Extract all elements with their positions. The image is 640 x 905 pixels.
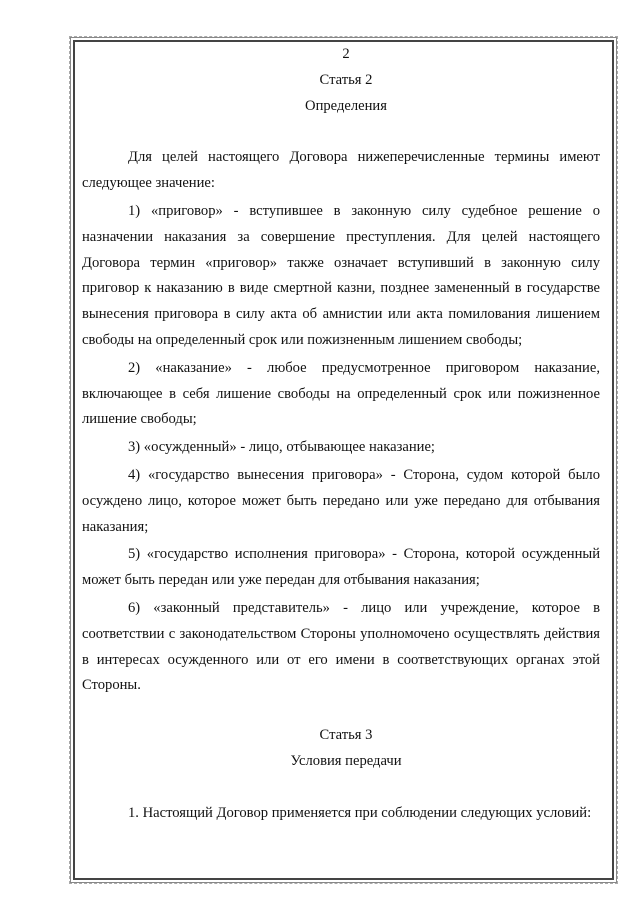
document-page — [82, 42, 600, 827]
article-3-title: Статья 3 — [319, 727, 373, 744]
page-number: 2 — [342, 46, 350, 62]
definition-item-4: 4) «государство вынесения приговора» - Сторона, судом которой было осуждено лицо, которое может быть передано или уже передано для отбывания наказания; — [82, 466, 600, 535]
article-2-intro: Для целей настоящего Договора нижеперечисленные термины имеют следующее значение: — [82, 149, 600, 192]
definition-item-6: 6) «законный представитель» - лицо или учреждение, которое в соответствии с законодательством Стороны уполномочено осуществлять действия в интересах осужденного или от его имени в соответствующих органах этой Стороны. — [82, 599, 600, 694]
article-2-subtitle: Определения — [305, 97, 387, 114]
article-3-item-1: 1. Настоящий Договор применяется при соблюдении следующих условий: — [128, 804, 592, 821]
definition-item-5: 5) «государство исполнения приговора» - Сторона, которой осужденный может быть передан или уже передан для отбывания наказания; — [82, 546, 600, 589]
definition-item-1: 1) «приговор» - вступившее в законную силу судебное решение о назначении наказания за совершение преступления. Для целей настоящего Договора термин «приговор» также означает вступивший в законную силу приговор к наказанию в виде смертной казни, позднее замененный в государстве вынесения приговора в силу акта об амнистии или акта помилования лишением свободы на определенный срок или пожизненным лишением свободы; — [82, 202, 600, 348]
article-3-subtitle: Условия передачи — [290, 752, 402, 769]
definition-item-2: 2) «наказание» - любое предусмотренное приговором наказание, включающее в себя лишение свободы на определенный срок или пожизненное лишение свободы; — [82, 359, 600, 428]
article-2-title: Статья 2 — [319, 71, 373, 88]
definition-item-3: 3) «осужденный» - лицо, отбывающее наказание; — [128, 439, 435, 456]
